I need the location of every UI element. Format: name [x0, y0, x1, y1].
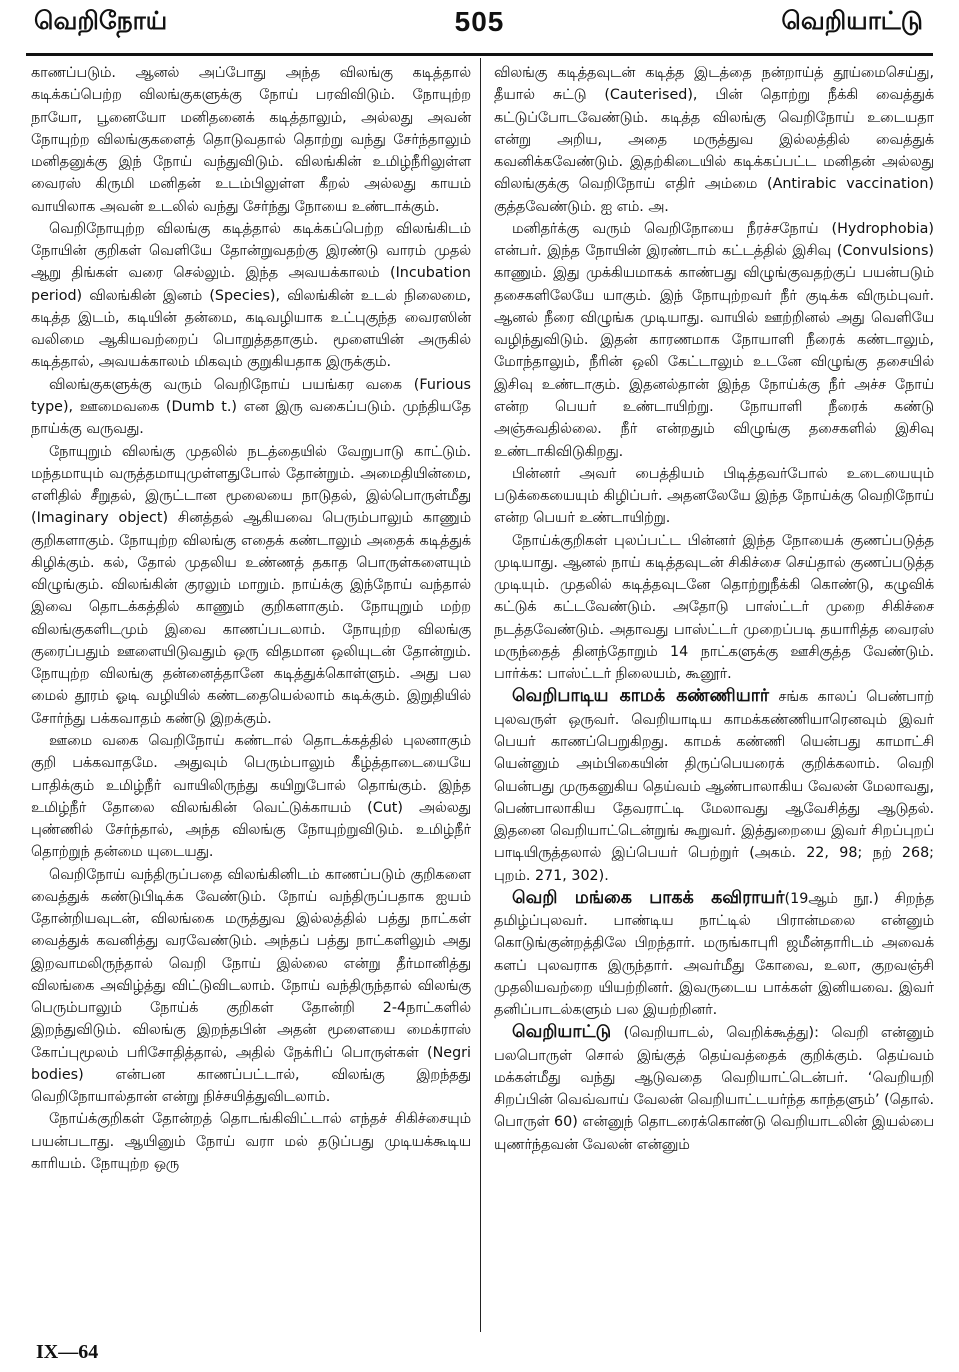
signature-mark: IX—64	[36, 1341, 99, 1363]
paragraph: விலங்கு கடித்தவுடன் கடித்த இடத்தை நன்றாய்த் தூய்மைசெய்து, தீயால் சுட்டு (Cauterised), பின் தொற்று நீக்கி வைத்துக் கட்டுப்போடவேண்டும். கடித்த விலங்கு வெறிநோய் உடையதா என்று அறிய, அதை மருத்துவ இல்லத்தில் வைத்துக் கவனிக்கவேண்டும். இதற்கிடையில் கடிக்கப்பட்ட மனிதன் அல்லது விலங்குக்கு வெறிநோய் எதிர் அம்மை (Antirabic vaccination) குத்தவேண்டும். ஐ எம். அ.	[494, 65, 934, 215]
running-head-right: வெறியாட்டு	[781, 6, 923, 35]
entry	[494, 887, 934, 1022]
entry-body: சிறந்த தமிழ்ப்புலவர். பாண்டிய நாட்டில் பிரான்மலை என்னும் கொடுங்குன்றத்திலே பிறந்தார். மருங்காபுரி ஜமீன்தாரிடம் அவைக் களப் புலவராக இருந்தார். அவர்மீது கோவை, உலா, குறவஞ்சி முதலியவற்றை யியற்றினர். இவருடைய பாக்கள் இனியவை. இவர் தனிப்பாடல்களும் பல இயற்றினர்.	[494, 890, 935, 1019]
paragraph: மனிதர்க்கு வரும் வெறிநோயை நீரச்சநோய் (Hydrophobia) என்பர். இந்த நோயின் இரண்டாம் கட்டத்தில் இசிவு (Convulsions) காணும். இது முக்கியமாகக் காண்பது விழுங்குவதற்குப் பயன்படும் தசைகளிலேயே யாகும். இந் நோயுற்றவர் நீர் குடிக்க விரும்புவர். ஆனல் நீரை விழுங்க முடியாது. வாயில் ஊற்றினல் அது வெளியே வழிந்துவிடும். இதன் காரணமாக நோயாளி நீரைக் கண்டாலும், மோந்தாலும், நீரின் ஒலி கேட்டாலும் உடனே விழுங்கு தசையில் இசிவு உண்டாகும். இதனல்தான் இந்த நோய்க்கு நீர் அச்ச நோய் என்ற பெயர் உண்டாயிற்று. நோயாளி நீரைக் கண்டு அஞ்சுவதில்லை. நீர் என்றதும் விழுங்கு தசைகளில் இசிவு உண்டாகிவிடுகிறது.	[494, 220, 934, 460]
paragraph: வெறிநோயுற்ற விலங்கு கடித்தால் கடிக்கப்பெற்ற விலங்கிடம் நோயின் குறிகள் வெளியே தோன்றுவதற்கு இரண்டு வாரம் முதல் ஆறு திங்கள் வரை செல்லும். இந்த அவயக்காலம் (Incubation period) விலங்கின் இனம் (Species), விலங்கின் உடல் நிலைமை, கடித்த இடம், கடியின் தன்மை, கடிவழியாக உட்புகுந்த வைரஸின் வலிமை ஆகியவற்றைப் பொறுத்ததாகும். மூளையின் அருகில் கடித்தால், அவயக்காலம் மிகவும் குறுகியதாக இருக்கும்.	[31, 220, 471, 371]
entry-title: வெறிபாடிய காமக் கண்ணியார்	[512, 686, 770, 707]
left-column	[31, 62, 471, 1175]
paragraph: நோய்க்குறிகள் புலப்பட்ட பின்னர் இந்த நோயைக் குணப்படுத்த முடியாது. ஆனல் நாய் கடித்தவுடன் சிகிச்சை செய்தால் குணப்படுத்த முடியும். முதலில் கடித்தவுடனே தொற்றுநீக்கி கொண்டு, கழுவிக் கட்டுக் கட்டவேண்டும். அதோடு பாஸ்ட்டர் முறை சிகிச்சை நடத்தவேண்டும். அதாவது பாஸ்ட்டர் முறைப்படி தயாரித்த வைரஸ் மருந்தைத் தினந்தோறும் 14 நாட்களுக்கு ஊசிகுத்த வேண்டும். பார்க்க: பாஸ்ட்டர் நிலையம், கூனூர்.	[494, 532, 934, 683]
entry	[494, 685, 934, 886]
paragraph: ஊமை வகை வெறிநோய் கண்டால் தொடக்கத்தில் புலனாகும் குறி பக்கவாதமே. அதுவும் பெரும்பாலும் கீழ்த்தாடையையே பாதிக்கும் உமிழ்நீர் வாயிலிருந்து கயிறுபோல் தொங்கும். இந்த உமிழ்நீர் தோலை விலங்கின் வெட்டுக்காயம் (Cut) அல்லது புண்ணில் சேர்ந்தால், அந்த விலங்கு நோயுற்றுவிடும். உமிழ்நீர் தொற்றுந் தன்மை யுடையது.	[31, 732, 471, 861]
column-divider	[480, 58, 481, 1332]
entry-body: சங்க காலப் பெண்பாற் புலவருள் ஒருவர். வெறியாடிய காமக்கண்ணியாரெனவும் இவர் பெயர் காணப்பெறுகிறது. காமக் கண்ணி யென்பது காமாட்சி யென்னும் அம்பிகையின் திருப்பெயரைக் குறிக்கலாம். வெறி யென்பது முருகனுகிய தெய்வம் ஆண்பாலாகிய வேலன் மேலாவது, பெண்பாலாகிய தேவராட்டி மேலாவது ஆவேசித்து ஆடுதல். இதனை வெறியாட்டென்றுங் கூறுவர். இத்துறையை இவர் சிறப்புறப் பாடியிருத்தலால் இப்பெயர் பெற்றுர் (அகம். 22, 98; நற் 268; புறம். 271, 302).	[494, 689, 935, 884]
page-number: 505	[454, 6, 505, 37]
paragraph: நோய்க்குறிகள் தோன்றத் தொடங்கிவிட்டால் எந்தச் சிகிச்சையும் பயன்படாது. ஆயினும் நோய் வரா மல் தடுப்பது முடியக்கூடிய காரியம். நோயுற்ற ஒரு	[31, 1111, 471, 1173]
entry-title: வெறியாட்டு	[512, 1022, 612, 1043]
entry-title-suffix: (19ஆம் நூ.)	[784, 890, 879, 907]
paragraph: விலங்குகளுக்கு வரும் வெறிநோய் பயங்கர வகை (Furious type), ஊமைவகை (Dumb t.) என இரு வகைப்படும். முந்தியதே நாய்க்கு வருவது.	[31, 376, 471, 438]
entry	[494, 1021, 934, 1156]
paragraph: காணப்படும். ஆனல் அப்போது அந்த விலங்கு கடித்தால் கடிக்கப்பெற்ற விலங்குகளுக்கு நோய் பரவிவிடும். நோயுற்ற நாயோ, பூனையோ மனிதனைக் கடித்தாலும், அல்லது அவன் நோயுற்ற விலங்குகளைத் தொடுவதால் தொற்று வந்து சேர்ந்தாலும் மனிதனுக்கு இந் நோய் வந்துவிடும். விலங்கின் உமிழ்நீரிலுள்ள வைரஸ் கிருமி மனிதன் உடம்பிலுள்ள கீறல் அல்லது காயம் வாயிலாக அவன் உடலில் வந்து சேர்ந்து நோயை உண்டாக்கும்.	[31, 65, 471, 215]
entry-body: வெறி என்னும் பலபொருள் சொல் இங்குத் தெய்வத்தைக் குறிக்கும். தெய்வம் மக்கள்மீது வந்து ஆடுவதை வெறியாட்டென்பர். ‘வெறியறி சிறப்பின் வெவ்வாய் வேலன் வெறியாட்டயர்ந்த காந்தளும்’ (தொல். பொருள் 60) என்னுந் தொடரைக்கொண்டு வெறியாடலின் இயல்பை யுணர்ந்தவன் வேலன் என்னும்	[494, 1025, 934, 1153]
paragraph: பின்னர் அவர் பைத்தியம் பிடித்தவர்போல் உடையையும் படுக்கையையும் கிழிப்பர். அதனலேயே இந்த நோய்க்கு வெறிநோய் என்ற பெயர் உண்டாயிற்று.	[494, 465, 934, 527]
entry-title-suffix: (வெறியாடல், வெறிக்கூத்து):	[623, 1025, 819, 1042]
paragraph: நோயுறும் விலங்கு முதலில் நடத்தையில் வேறுபாடு காட்டும். மந்தமாயும் வருத்தமாயுமுள்ளதுபோல் தோன்றும். அமைதியின்மை, எளிதில் சீறுதல், இருட்டான மூலையை நாடுதல், இல்பொருள்மீது (Imaginary object) சினத்தல் ஆகியவை பெரும்பாலும் காணும் குறிகளாகும். நோயுற்ற விலங்கு எதைக் கண்டாலும் அதைக் கடித்துக் கிழிக்கும். கல், தோல் முதலிய உண்ணத் தகாத பொருள்களையும் விழுங்கும். விலங்கின் குரலும் மாறும். நாய்க்கு இந்நோய் வந்தால் இவை தொடக்கத்தில் காணும் குறிகளாகும். நோயுறும் மற்ற விலங்குகளிடமும் இவை காணப்படலாம். நோயுற்ற விலங்கு குரைப்பதும் ஊளையிடுவதும் ஒரு விதமான ஒலியுடன் தோன்றும். நோயுற்ற விலங்கு தன்னைத்தானே கடித்துக்கொள்ளும். அது பல மைல் தூரம் ஓடி வழியில் கண்டதையெல்லாம் கடிக்கும். இறுதியில் சோர்ந்து பக்கவாதம் கண்டு இறக்கும்.	[31, 443, 471, 727]
header-rule	[26, 53, 933, 56]
paragraph: வெறிநோய் வந்திருப்பதை விலங்கினிடம் காணப்படும் குறிகளை வைத்துக் கண்டுபிடிக்க வேண்டும். நோய் வந்திருப்பதாக ஐயம் தோன்றியவுடன், விலங்கை மருத்துவ இல்லத்தில் பத்து நாட்கள் வைத்துக் கவனித்து வரவேண்டும். அந்தப் பத்து நாட்களிலும் அது இறவாமலிருந்தால் வெறி நோய் இல்லை என்று தீர்மானித்து விலங்கை அவிழ்த்து விட்டுவிடலாம். நோய் வந்திருந்தால் விலங்கு பெரும்பாலும் நோய்க் குறிகள் தோன்றி 2-4நாட்களில் இறந்துவிடும். விலங்கு இறந்தபின் அதன் மூளையை மைக்ராஸ் கோப்புமூலம் பரிசோதித்தால், அதில் நேக்ரிப் பொருள்கள் (Negri bodies) என்பன காணப்பட்டால், விலங்கு இறந்தது வெறிநோயால்தான் என்று நிச்சயித்துவிடலாம்.	[31, 866, 471, 1106]
running-head-left: வெறிநோய்	[34, 6, 168, 35]
right-column	[494, 62, 934, 1156]
entry-title: வெறி மங்கை பாகக் கவிராயர்	[512, 887, 785, 908]
